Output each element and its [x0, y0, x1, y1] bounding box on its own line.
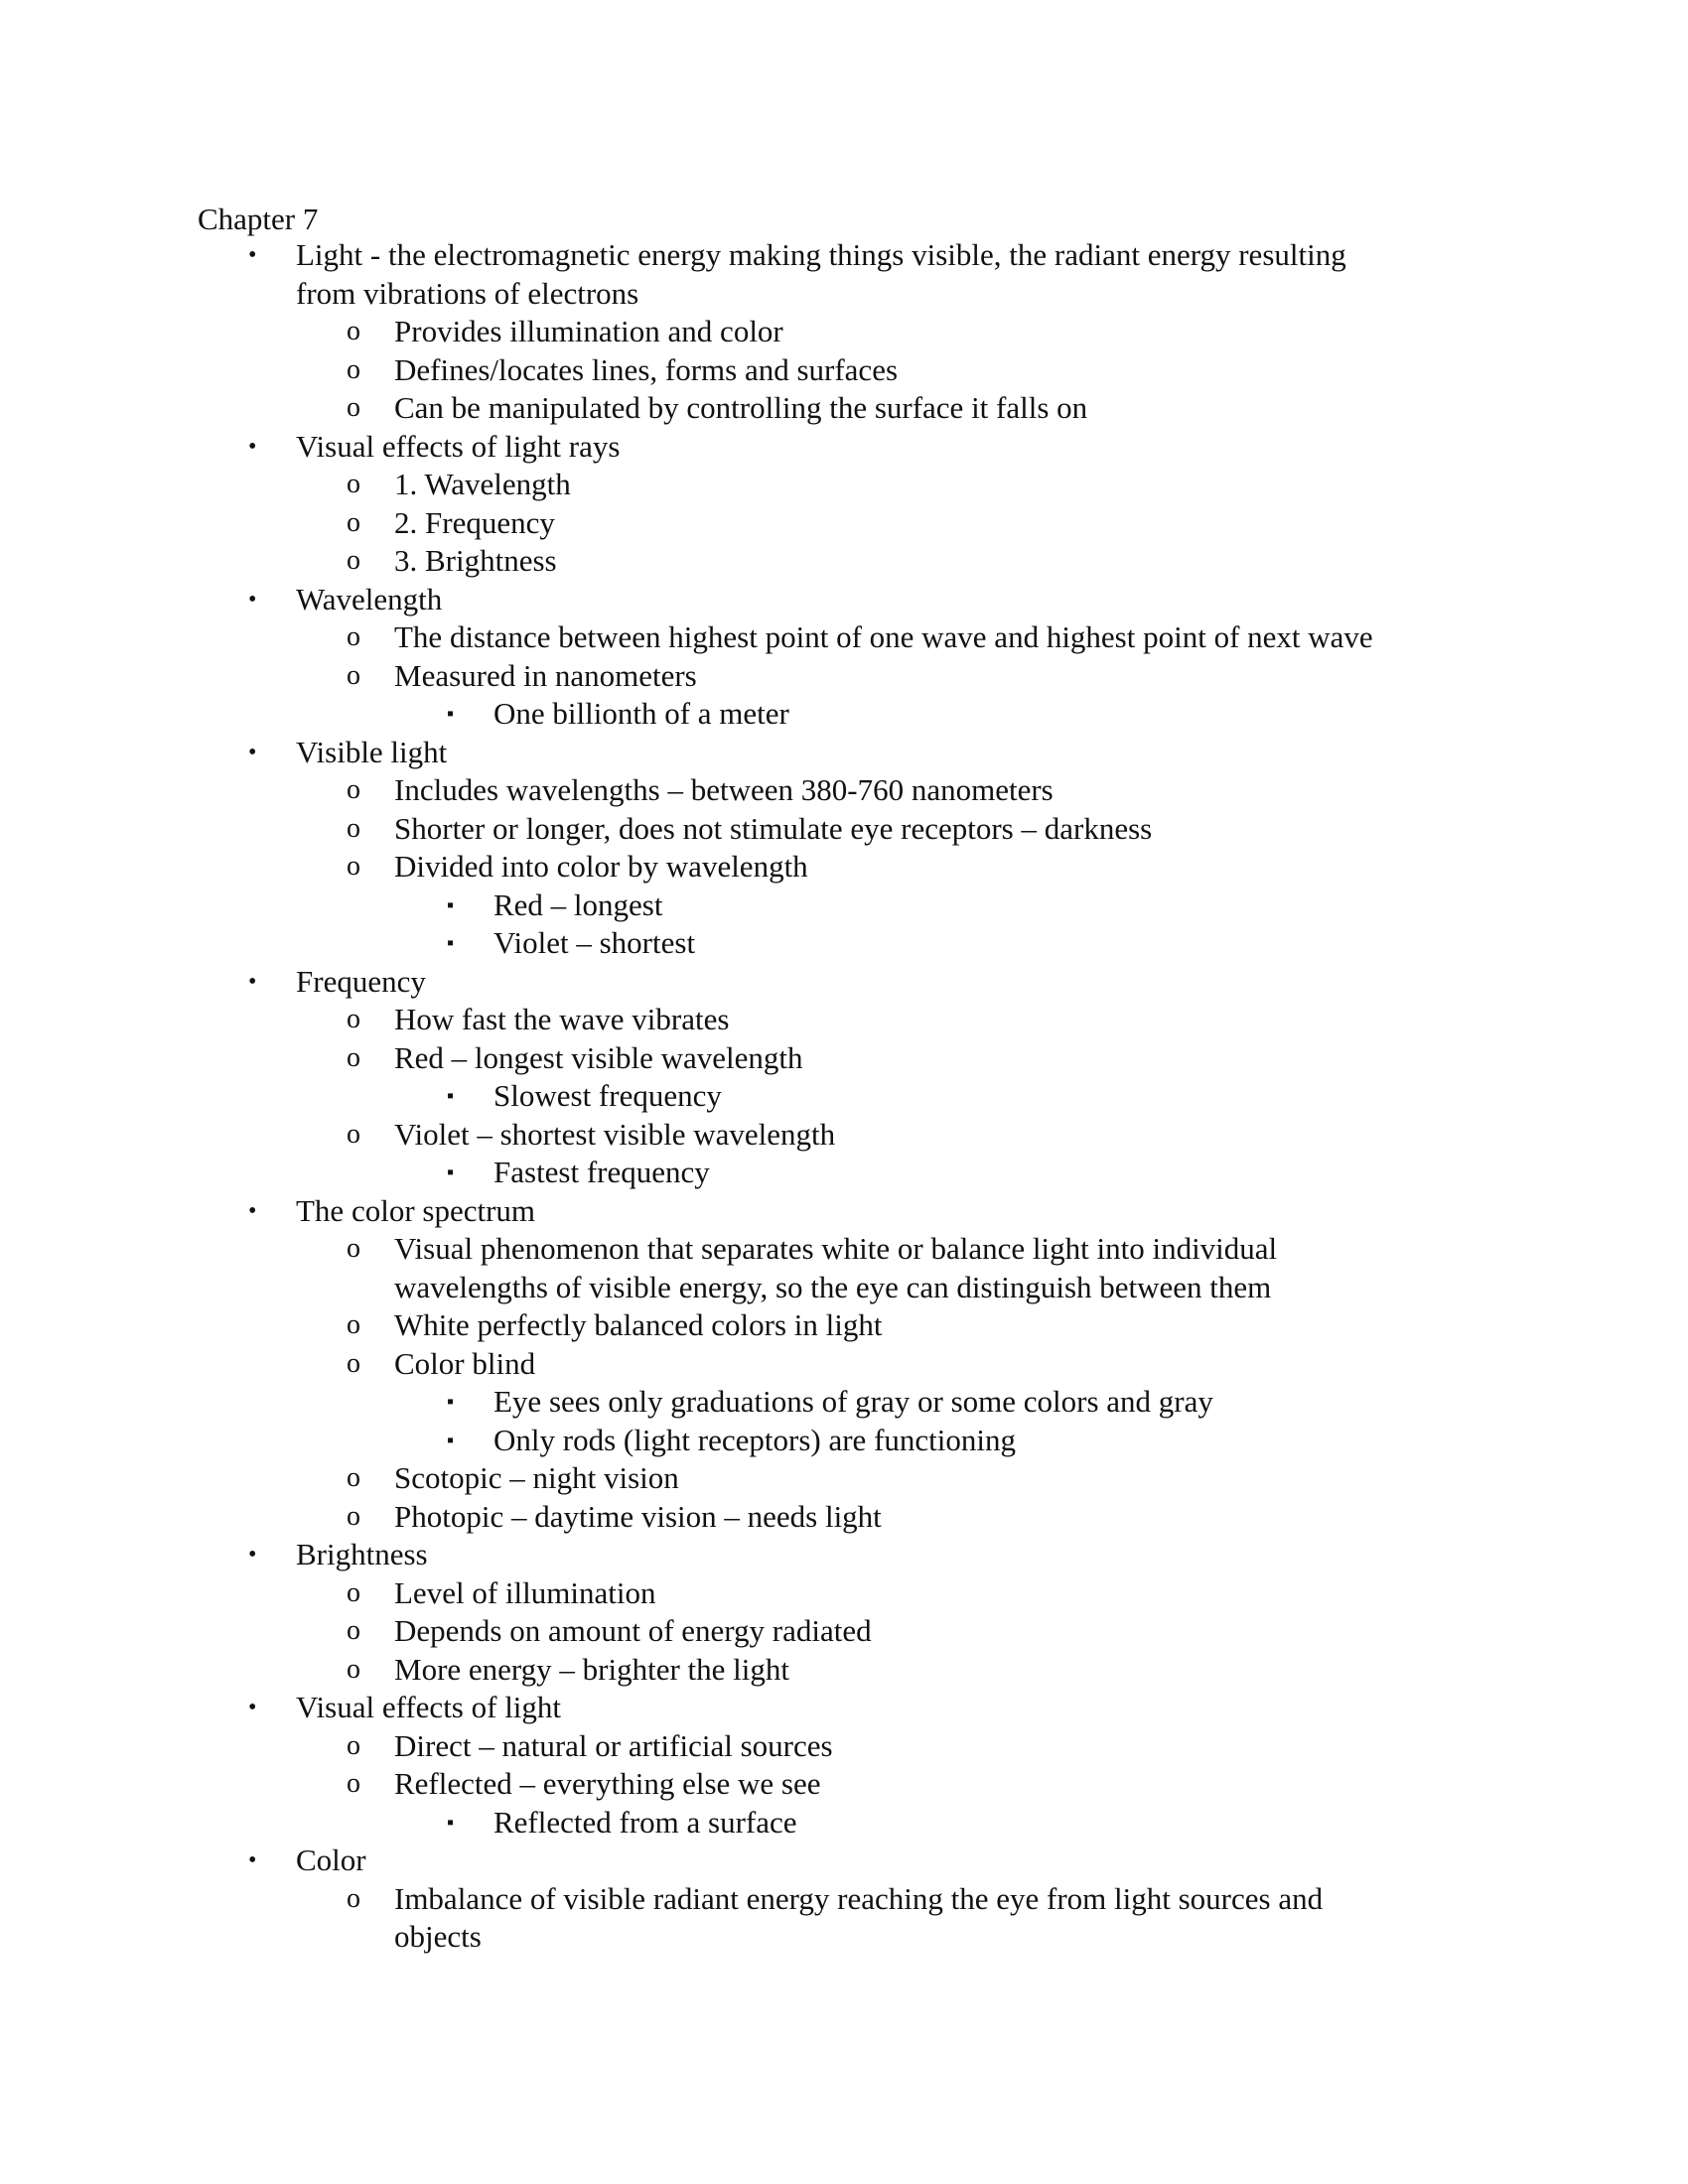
outline-item-level1-text: Light - the electromagnetic energy making things visible, the radiant energy resulting [296, 237, 1346, 272]
outline-item-level2-text: 1. Wavelength [394, 467, 571, 501]
outline-item-level2 [0, 1039, 1688, 1078]
outline-item-level2 [0, 1459, 1688, 1498]
outline-item-level2-text: The distance between highest point of one wave and highest point of next wave [394, 619, 1373, 654]
outline-item-level2-text: Photopic – daytime vision – needs light [394, 1498, 882, 1534]
circle-bullet-icon: o [347, 1233, 360, 1264]
outline-item-level3-text: One billionth of a meter [493, 696, 789, 731]
outline-item-level3 [0, 1422, 1688, 1460]
circle-bullet-icon: o [347, 1729, 360, 1761]
outline-item-level2 [0, 1116, 1688, 1155]
outline-item-level2 [0, 1880, 1688, 1919]
square-bullet-icon: ▪ [447, 893, 455, 916]
bullet-icon: • [248, 739, 257, 765]
outline-item-level1 [0, 1842, 1688, 1880]
outline-item-level1-text: The color spectrum [296, 1192, 536, 1228]
outline-item-level2-text: Scotopic – night vision [394, 1460, 679, 1495]
outline-item-level2 [0, 351, 1688, 390]
outline-item-level2 [0, 657, 1688, 696]
circle-bullet-icon: o [347, 774, 360, 805]
circle-bullet-icon: o [347, 1041, 360, 1073]
outline-item-level2-text: Shorter or longer, does not stimulate eye receptors – darkness [394, 810, 1153, 846]
bullet-icon: • [248, 1542, 257, 1568]
outline-item-level2 [0, 466, 1688, 504]
outline-item-level3 [0, 1383, 1688, 1422]
outline-item-level1 [0, 1536, 1688, 1574]
circle-bullet-icon: o [347, 1882, 360, 1914]
outline-item-level3 [0, 1804, 1688, 1843]
outline-item-level1 [0, 581, 1688, 619]
outline-item-level1-continued [0, 275, 1688, 314]
outline-item-level3 [0, 1154, 1688, 1192]
circle-bullet-icon: o [347, 1347, 360, 1379]
outline-item-level3-text: Red – longest [493, 887, 663, 922]
outline-item-level1-text: Color [296, 1843, 366, 1877]
outline-item-level2-text: Defines/locates lines, forms and surfaces [394, 351, 899, 387]
outline-item-level2-text: Measured in nanometers [394, 657, 697, 693]
outline-item-level2 [0, 1306, 1688, 1345]
circle-bullet-icon: o [347, 1309, 360, 1340]
circle-bullet-icon: o [347, 1500, 360, 1532]
bullet-icon: • [248, 1197, 257, 1224]
outline-item-level2 [0, 618, 1688, 657]
outline-item-level3-text: Violet – shortest [493, 925, 696, 960]
circle-bullet-icon: o [347, 812, 360, 844]
outline-item-level2 [0, 1345, 1688, 1384]
outline-item-level3-text: Slowest frequency [493, 1078, 722, 1113]
outline-item-level2-text: Color blind [394, 1345, 536, 1381]
outline-item-level2-text: Visual phenomenon that separates white or balance light into individual [394, 1231, 1278, 1266]
bullet-icon: • [248, 433, 257, 460]
outline-item-level3 [0, 695, 1688, 734]
outline-item-level1-text: Wavelength [296, 581, 443, 616]
outline-item-level1 [0, 428, 1688, 467]
outline-item-level2-text: How fast the wave vibrates [394, 1002, 730, 1036]
circle-bullet-icon: o [347, 469, 360, 499]
outline-item-level1-text: Visual effects of light [296, 1690, 562, 1724]
square-bullet-icon: ▪ [447, 703, 455, 725]
outline-item-level3-text: Reflected from a surface [493, 1804, 797, 1840]
outline-item-level2-text: Provides illumination and color [394, 314, 783, 348]
circle-bullet-icon: o [347, 316, 360, 346]
outline-item-level2-text: 3. Brightness [394, 543, 557, 578]
outline-item-level3 [0, 1077, 1688, 1116]
square-bullet-icon: ▪ [447, 1391, 455, 1413]
chapter-title: Chapter 7 [198, 202, 319, 236]
circle-bullet-icon: o [347, 1615, 360, 1646]
outline-item-level2-text: Red – longest visible wavelength [394, 1039, 803, 1075]
circle-bullet-icon: o [347, 1576, 360, 1608]
outline-item-level1-continued-text: from vibrations of electrons [296, 275, 639, 311]
bullet-icon: • [248, 1695, 257, 1720]
outline-item-level1-text: Visual effects of light rays [296, 428, 621, 464]
outline-item-level2 [0, 771, 1688, 810]
outline-item-level2 [0, 1001, 1688, 1039]
outline-item-level2-text: Violet – shortest visible wavelength [394, 1116, 836, 1152]
outline-item-level3-text: Fastest frequency [493, 1155, 710, 1189]
square-bullet-icon: ▪ [447, 1429, 455, 1451]
circle-bullet-icon: o [347, 621, 360, 652]
bullet-icon: • [248, 242, 257, 268]
outline-item-level1 [0, 963, 1688, 1002]
outline-list [0, 236, 1688, 1957]
square-bullet-icon: ▪ [447, 932, 455, 954]
outline-item-level1 [0, 734, 1688, 772]
circle-bullet-icon: o [347, 1462, 360, 1493]
outline-item-level3-text: Eye sees only graduations of gray or some colors and gray [493, 1384, 1213, 1419]
outline-item-level2-text: Imbalance of visible radiant energy reaching the eye from light sources and [394, 1880, 1324, 1916]
outline-item-level2-text: Includes wavelengths – between 380-760 nanometers [394, 772, 1054, 807]
outline-item-level2 [0, 389, 1688, 428]
outline-item-level1 [0, 1689, 1688, 1727]
outline-item-level2 [0, 504, 1688, 543]
bullet-icon: • [248, 586, 257, 613]
outline-item-level2 [0, 1612, 1688, 1651]
outline-item-level2 [0, 848, 1688, 887]
square-bullet-icon: ▪ [447, 1811, 455, 1834]
outline-item-level1 [0, 1192, 1688, 1231]
square-bullet-icon: ▪ [447, 1161, 455, 1183]
outline-item-level2-continued-text: wavelengths of visible energy, so the eye can distinguish between them [394, 1269, 1272, 1304]
circle-bullet-icon: o [347, 392, 360, 423]
outline-item-level2-text: Direct – natural or artificial sources [394, 1727, 833, 1763]
outline-item-level2-text: Can be manipulated by controlling the surface it falls on [394, 390, 1088, 425]
outline-item-level3 [0, 924, 1688, 963]
outline-item-level2 [0, 810, 1688, 849]
outline-item-level2-continued [0, 1269, 1688, 1307]
outline-item-level2-text: Depends on amount of energy radiated [394, 1613, 872, 1648]
outline-item-level3 [0, 887, 1688, 925]
outline-item-level1 [0, 236, 1688, 275]
outline-item-level2-continued [0, 1918, 1688, 1957]
outline-item-level2-text: White perfectly balanced colors in light [394, 1307, 883, 1342]
circle-bullet-icon: o [347, 506, 360, 538]
outline-item-level2 [0, 1498, 1688, 1537]
circle-bullet-icon: o [347, 1653, 360, 1685]
outline-item-level2 [0, 1574, 1688, 1613]
outline-item-level2-text: Level of illumination [394, 1574, 656, 1610]
outline-item-level2-text: Divided into color by wavelength [394, 849, 808, 884]
outline-item-level3-text: Only rods (light receptors) are functioning [493, 1422, 1016, 1457]
circle-bullet-icon: o [347, 353, 360, 385]
outline-item-level2 [0, 1765, 1688, 1804]
outline-item-level2-text: More energy – brighter the light [394, 1651, 790, 1687]
circle-bullet-icon: o [347, 659, 360, 691]
circle-bullet-icon: o [347, 1118, 360, 1150]
outline-item-level2 [0, 542, 1688, 581]
outline-item-level2 [0, 1651, 1688, 1690]
outline-item-level1-text: Frequency [296, 963, 426, 999]
outline-item-level2 [0, 1727, 1688, 1766]
outline-item-level2-text: Reflected – everything else we see [394, 1766, 821, 1801]
bullet-icon: • [248, 968, 257, 995]
circle-bullet-icon: o [347, 1004, 360, 1034]
circle-bullet-icon: o [347, 1768, 360, 1799]
outline-item-level2 [0, 313, 1688, 351]
square-bullet-icon: ▪ [447, 1085, 455, 1107]
circle-bullet-icon: o [347, 545, 360, 576]
outline-item-level2 [0, 1230, 1688, 1269]
bullet-icon: • [248, 1847, 257, 1873]
outline-item-level1-text: Visible light [296, 734, 448, 769]
outline-item-level2-continued-text: objects [394, 1919, 482, 1954]
outline-item-level2-text: 2. Frequency [394, 504, 555, 540]
outline-item-level1-text: Brightness [296, 1537, 428, 1571]
circle-bullet-icon: o [347, 851, 360, 882]
